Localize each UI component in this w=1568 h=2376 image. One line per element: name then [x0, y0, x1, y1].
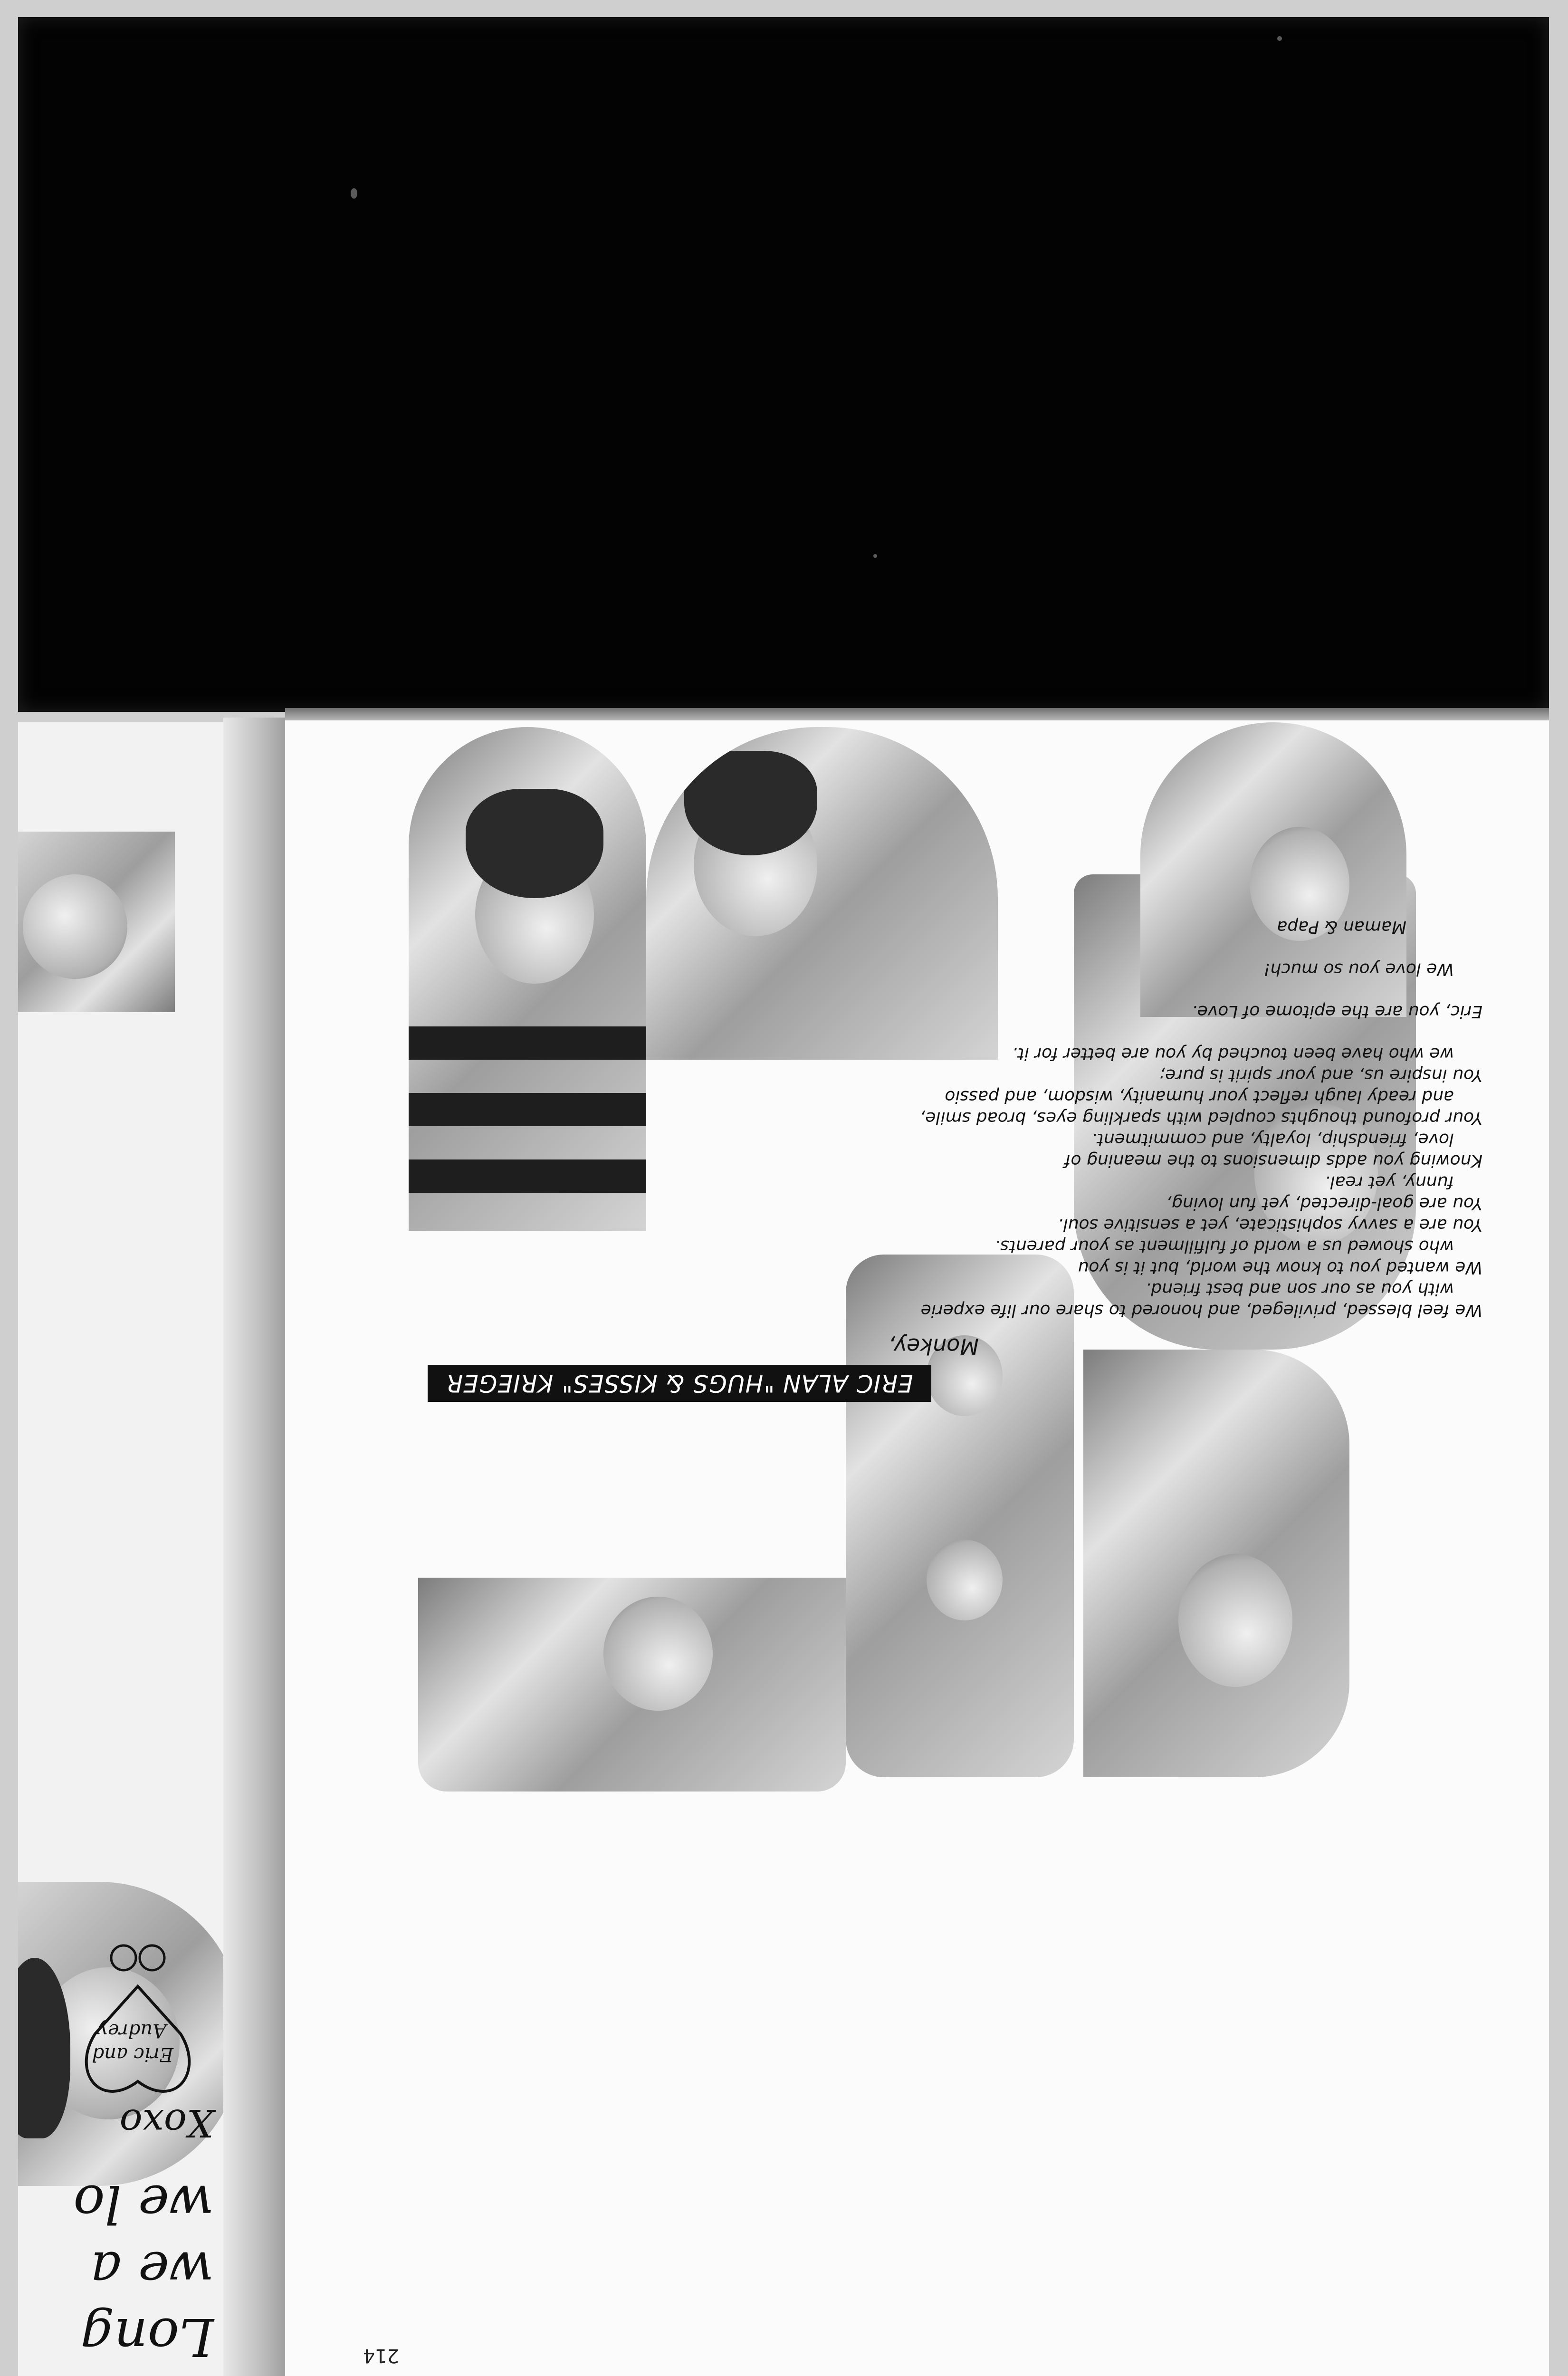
poem-love-line: We love you so much! — [1263, 959, 1454, 979]
photo-baby-with-toy — [418, 1578, 846, 1792]
poem-signature: Maman & Papa — [1277, 917, 1406, 937]
photo-face — [603, 1597, 713, 1711]
poem-line: we who have been touched by you are better for it. — [1012, 1044, 1454, 1063]
poem-line: Knowing you adds dimensions to the meaning of — [1064, 1151, 1482, 1170]
photo-face — [23, 874, 127, 979]
tribute-greeting: Monkey, — [888, 1333, 979, 1359]
page-number: 214 — [363, 2345, 399, 2366]
poem-line: funny, yet real. — [1325, 1172, 1454, 1192]
heart-text-1: Eric and — [92, 2043, 173, 2065]
left-page-photo-top — [18, 832, 175, 1012]
poem-line: You are a savvy sophisticate, yet a sensitive soul. — [1058, 1215, 1482, 1235]
photo-child-chair — [846, 1255, 1074, 1777]
tribute-title: ERIC ALAN "HUGS & KISSES" KRIEGER — [428, 1365, 931, 1402]
poem-line: Your profound thoughts coupled with sparkling eyes, broad smile, — [919, 1108, 1482, 1128]
dust-speck — [1277, 36, 1282, 41]
drawn-eye-left — [140, 1945, 164, 1970]
poem-line: You inspire us, and your spirit is pure; — [1159, 1065, 1482, 1085]
heart-text-2: Audrey — [97, 2020, 166, 2041]
book-gutter — [223, 718, 290, 2376]
handwritten-note — [29, 1806, 233, 2376]
photo-hair — [466, 789, 603, 898]
photo-hair — [684, 751, 817, 855]
poem-spacer — [884, 980, 1482, 1001]
poem-line: You are goal-directed, yet fun loving, — [1166, 1194, 1482, 1213]
drawn-eye-right — [111, 1945, 136, 1970]
shirt-stripe — [409, 1093, 646, 1126]
handwriting-line-2: we a — [90, 2240, 214, 2301]
shirt-stripe — [409, 1026, 646, 1060]
poem-line: and ready laugh reflect your humanity, wisdom, and passio — [945, 1087, 1454, 1106]
upside-down-page-content — [285, 718, 1549, 2376]
poem-line: with you as our son and best friend. — [1145, 1279, 1454, 1299]
photo-boy-striped-shirt — [409, 727, 646, 1231]
poem-spacer — [884, 938, 1482, 958]
black-backing-band — [18, 17, 1549, 712]
handwriting-signature: Xoxo — [119, 2101, 214, 2145]
dust-speck — [873, 554, 877, 558]
shirt-stripe — [409, 1159, 646, 1193]
handwriting-line-1: Long — [80, 2307, 214, 2367]
photo-portrait-top-left — [1083, 1350, 1349, 1777]
poem-closing-line: Eric, you are the epitome of Love. — [1192, 1002, 1482, 1021]
poem-line: We wanted you to know the world, but it is you — [1078, 1258, 1482, 1277]
poem-line: We feel blessed, privileged, and honored to share our life experie — [920, 1301, 1482, 1320]
poem-line: love, friendship, loyalty, and commitment. — [1091, 1130, 1454, 1149]
handwriting-line-3: we lo — [73, 2174, 214, 2234]
photo-face — [927, 1540, 1003, 1620]
dust-speck — [351, 188, 357, 199]
tribute-poem — [884, 916, 1482, 1321]
poem-spacer — [884, 1022, 1482, 1043]
photo-face — [1178, 1554, 1292, 1687]
poem-line: who showed us a world of fulfillment as your parents. — [994, 1236, 1454, 1256]
